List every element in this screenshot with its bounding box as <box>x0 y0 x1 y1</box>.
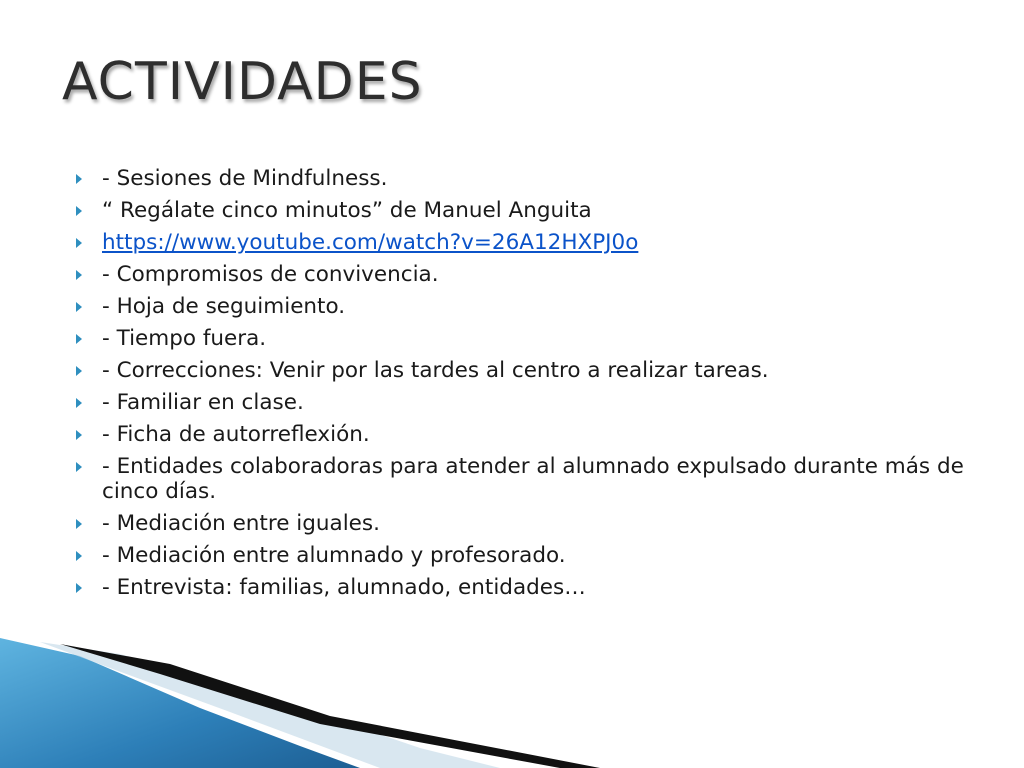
bullet-item <box>74 326 974 351</box>
triangle-right-icon <box>74 390 102 415</box>
bullet-item <box>74 390 974 415</box>
triangle-right-icon <box>74 198 102 223</box>
bullet-item <box>74 198 974 223</box>
triangle-right-icon <box>74 511 102 536</box>
bullet-item <box>74 294 974 319</box>
triangle-right-icon <box>74 543 102 568</box>
bullet-item <box>74 262 974 287</box>
triangle-right-icon <box>74 454 102 479</box>
bullet-text: “ Regálate cinco minutos” de Manuel Anguita <box>102 198 592 223</box>
bullet-item <box>74 358 974 383</box>
bullet-text: - Sesiones de Mindfulness. <box>102 166 388 191</box>
bullet-text: - Mediación entre iguales. <box>102 511 380 536</box>
bullet-item <box>74 511 974 536</box>
triangle-right-icon <box>74 262 102 287</box>
bullet-text: - Compromisos de convivencia. <box>102 262 439 287</box>
bullet-item <box>74 166 974 191</box>
bullet-item <box>74 422 974 447</box>
bullet-item <box>74 575 974 600</box>
triangle-right-icon <box>74 575 102 600</box>
blue-wedge-shape <box>0 638 360 768</box>
triangle-right-icon <box>74 422 102 447</box>
bullet-text: - Correcciones: Venir por las tardes al centro a realizar tareas. <box>102 358 769 383</box>
bullet-text: - Tiempo fuera. <box>102 326 267 351</box>
triangle-right-icon <box>74 166 102 191</box>
triangle-right-icon <box>74 294 102 319</box>
bullet-list <box>74 166 974 607</box>
video-link[interactable]: https://www.youtube.com/watch?v=26A12HXPJ0o <box>102 230 639 255</box>
bullet-text: - Mediación entre alumnado y profesorado. <box>102 543 566 568</box>
corner-decoration <box>0 628 1024 768</box>
bullet-text: - Ficha de autorreflexión. <box>102 422 370 447</box>
slide-title: ACTIVIDADES <box>62 52 423 112</box>
triangle-right-icon <box>74 230 102 255</box>
triangle-right-icon <box>74 326 102 351</box>
bullet-item <box>74 454 974 504</box>
bullet-text: - Familiar en clase. <box>102 390 304 415</box>
bullet-item[interactable] <box>74 230 974 255</box>
bullet-text: - Hoja de seguimiento. <box>102 294 346 319</box>
triangle-right-icon <box>74 358 102 383</box>
bullet-item <box>74 543 974 568</box>
bullet-text: - Entidades colaboradoras para atender al alumnado expulsado durante más de cinco días. <box>102 454 964 504</box>
bullet-text: - Entrevista: familias, alumnado, entidades… <box>102 575 586 600</box>
